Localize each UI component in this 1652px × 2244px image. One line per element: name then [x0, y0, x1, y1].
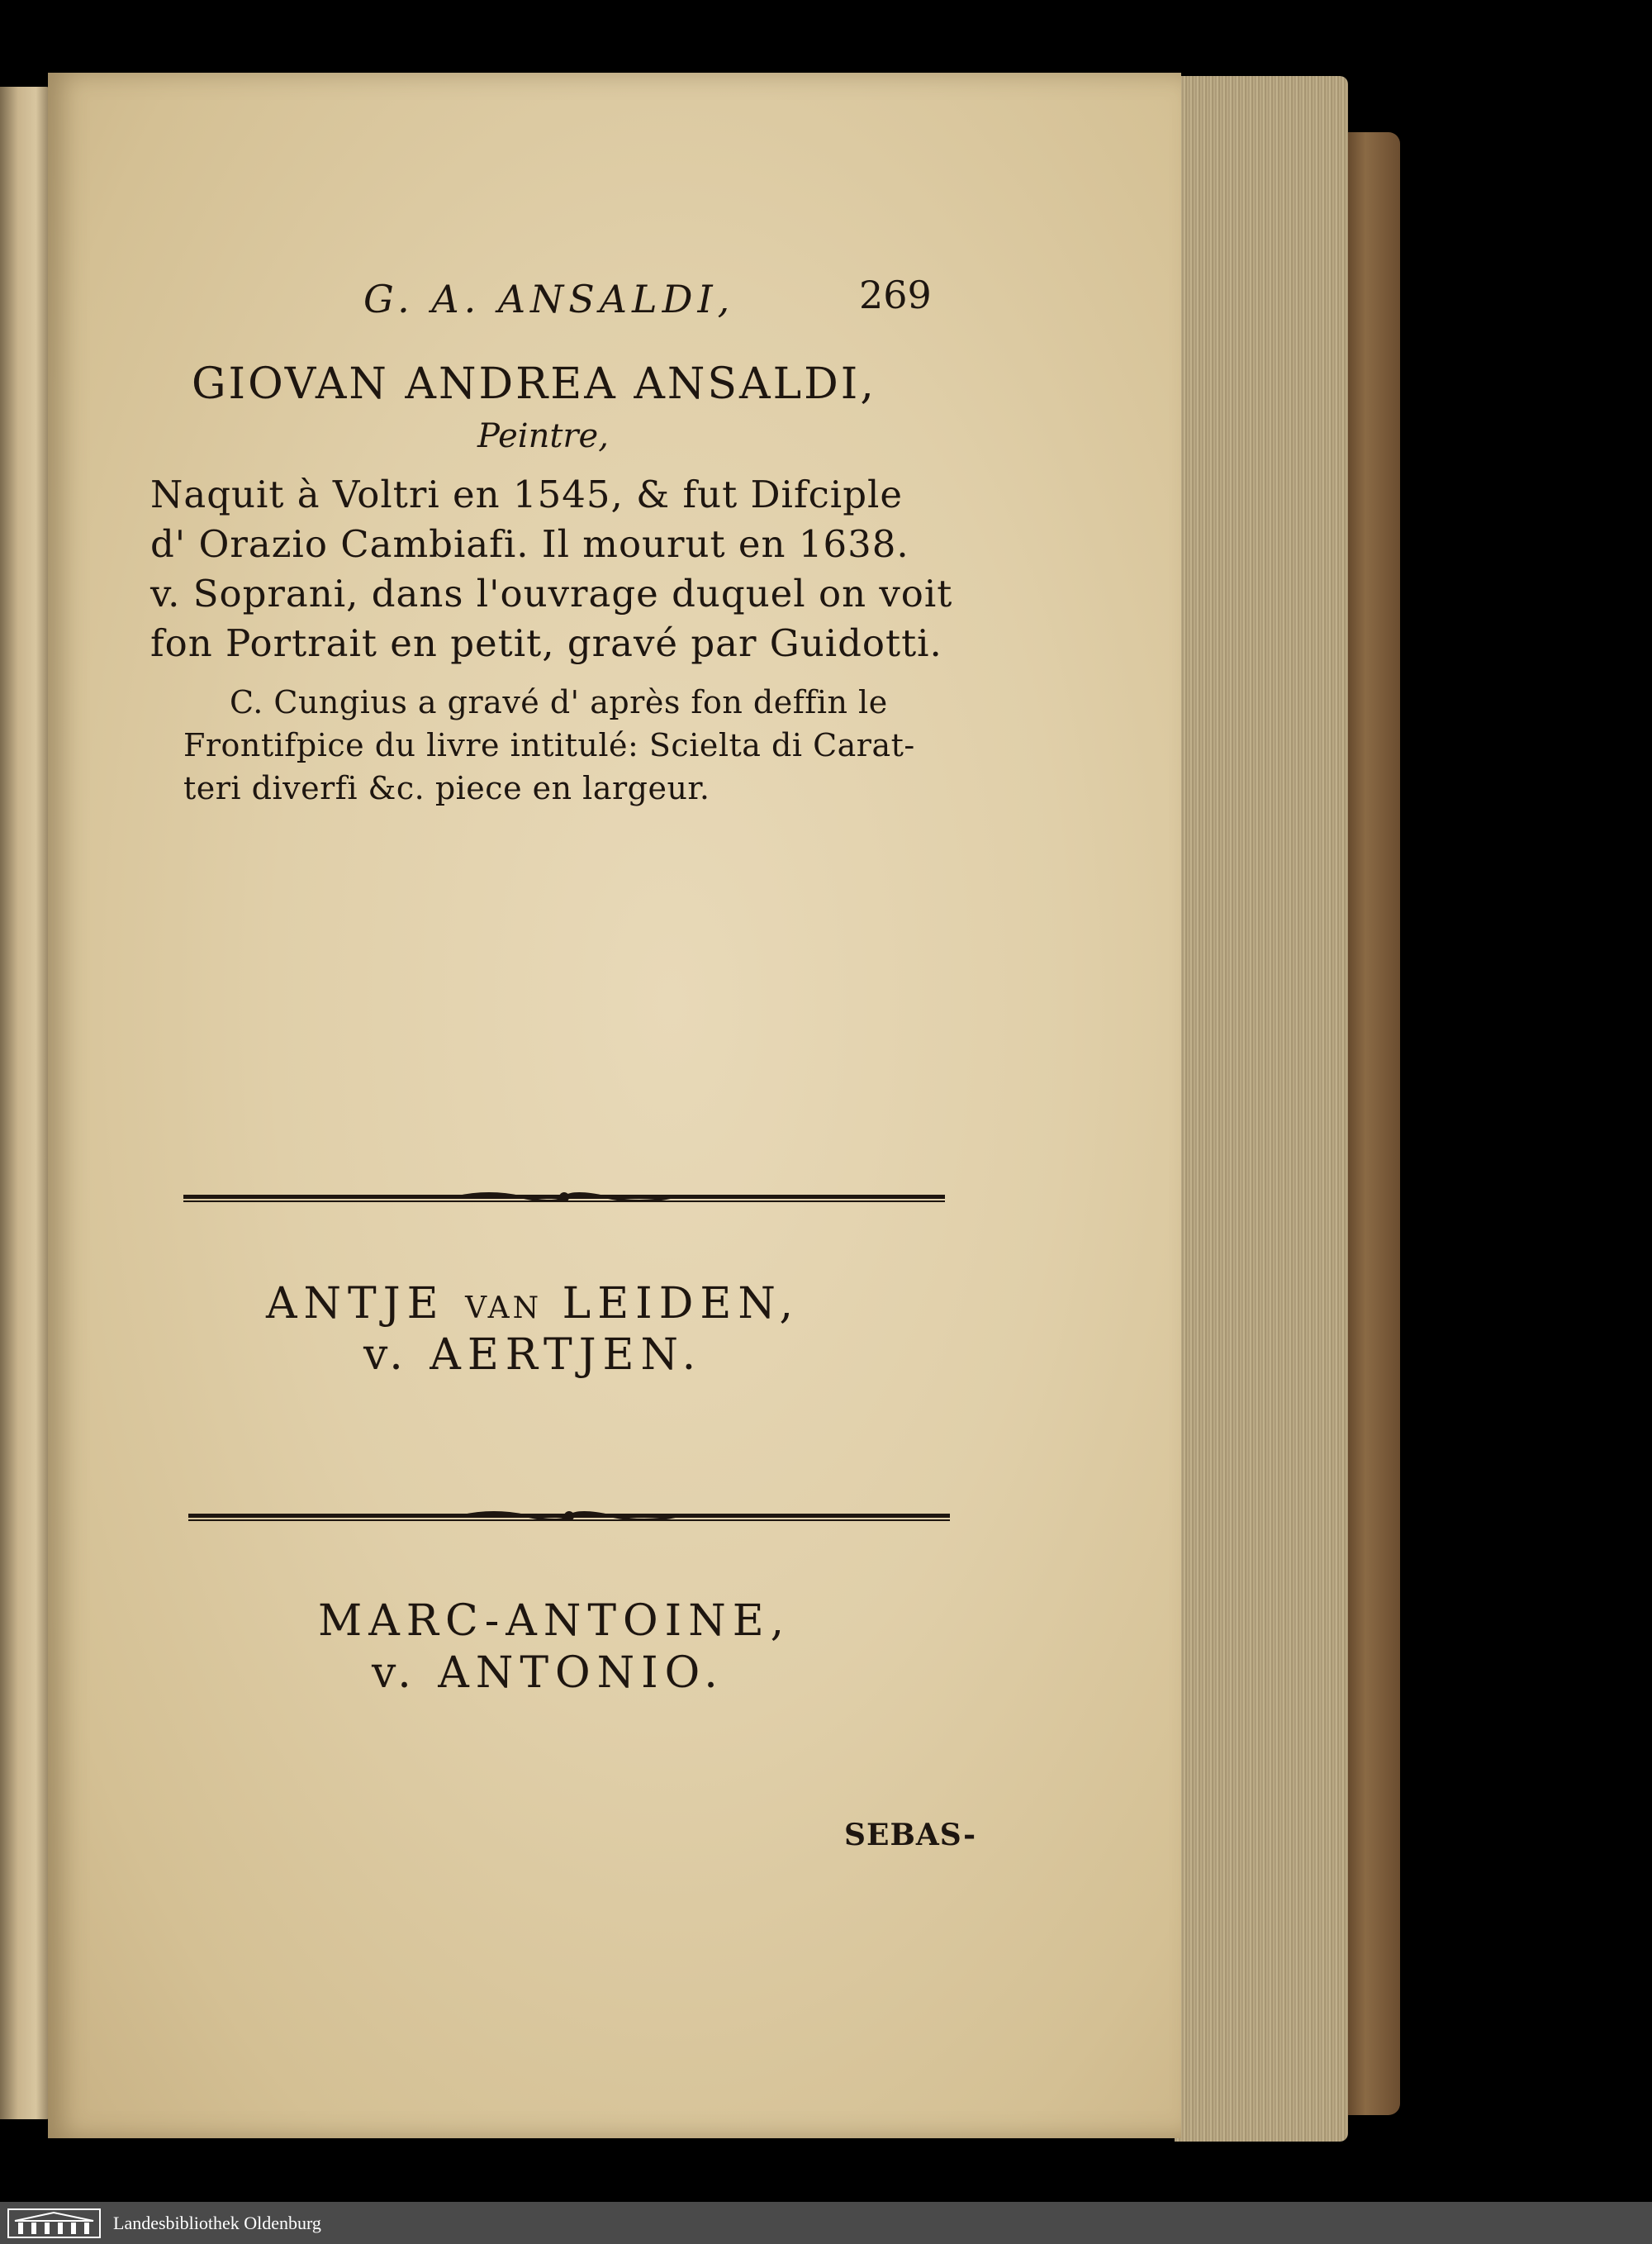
note-line: teri diverfi &c. piece en largeur. [183, 770, 710, 806]
previous-page-edge [0, 87, 51, 2119]
entry-title: GIOVAN ANDREA ANSALDI, [192, 359, 876, 409]
cross-ref-heading: MARC-ANTOINE, [318, 1596, 791, 1646]
footer-bar [0, 2202, 1652, 2244]
note-line: Frontifpice du livre intitulé: Scielta di Carat- [183, 727, 915, 763]
page-number: 269 [859, 273, 932, 317]
ornamental-rule [183, 1190, 945, 1205]
entry-subtitle: Peintre, [477, 417, 609, 455]
library-name: Landesbibliothek Oldenburg [113, 2212, 321, 2233]
cross-ref-target: v. AERTJEN. [363, 1330, 703, 1380]
running-head: G. A. ANSALDI, [363, 277, 735, 321]
library-building-icon [7, 2208, 102, 2239]
catchword: SEBAS- [844, 1818, 977, 1852]
body-line: Naquit à Voltri en 1545, & fut Difciple [150, 473, 904, 516]
ornamental-rule [188, 1509, 950, 1524]
note-line: C. Cungius a gravé d' après fon deffin le [230, 684, 888, 720]
cross-ref-target: v. ANTONIO. [372, 1648, 724, 1698]
book-cover-edge [1342, 132, 1400, 2115]
cross-ref-heading: ANTJE VAN LEIDEN, [266, 1279, 800, 1329]
body-line: fon Portrait en petit, gravé par Guidotti. [150, 621, 942, 665]
body-line: d' Orazio Cambiafi. Il mourut en 1638. [150, 522, 909, 566]
page-block-edge [1175, 76, 1348, 2142]
body-line: v. Soprani, dans l'ouvrage duquel on voit [150, 572, 953, 616]
